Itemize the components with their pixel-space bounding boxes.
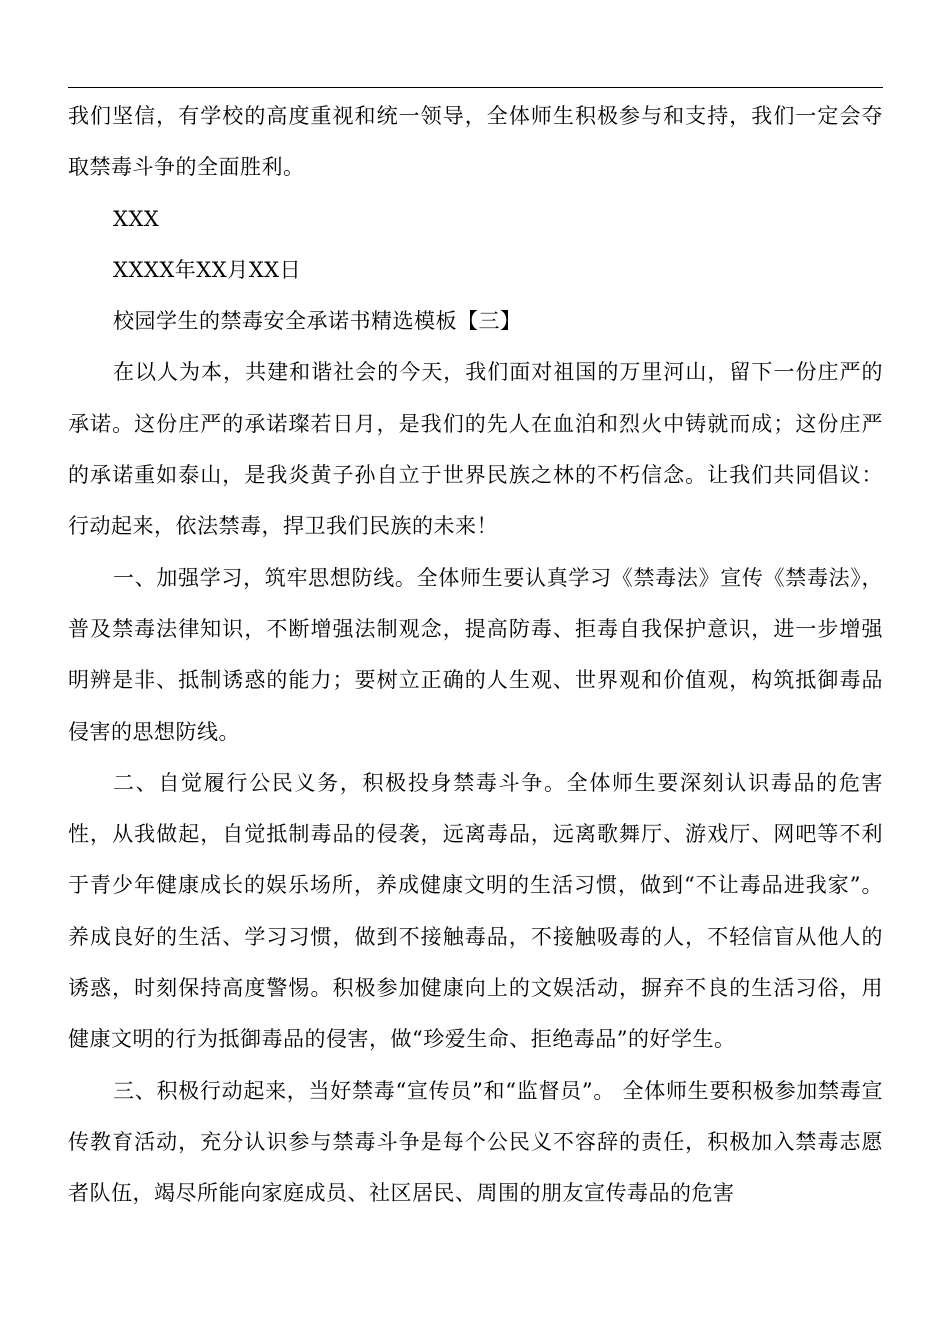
document-body [68,91,883,1220]
paragraph-point-two: 二、自觉履行公民义务，积极投身禁毒斗争。全体师生要深刻认识毒品的危害性，从我做起，自觉抵制毒品的侵袭，远离毒品，远离歌舞厅、游戏厅、网吧等不利于青少年健康成长的娱乐场所，养成健康文明的生活习惯，做到“不让毒品进我家”。养成良好的生活、学习习惯，做到不接触毒品，不接触吸毒的人，不轻信盲从他人的诱惑，时刻保持高度警惕。积极参加健康向上的文娱活动，摒弃不良的生活习俗，用健康文明的行为抵御毒品的侵害，做“珍爱生命、拒绝毒品”的好学生。 [68,770,883,1052]
paragraph-point-one: 一、加强学习，筑牢思想防线。全体师生要认真学习《禁毒法》宣传《禁毒法》，普及禁毒法律知识，不断增强法制观念，提高防毒、拒毒自我保护意识，进一步增强明辨是非、抵制诱惑的能力；要树立正确的人生观、世界观和价值观，构筑抵御毒品侵害的思想防线。 [68,565,883,744]
paragraph-closing: 我们坚信，有学校的高度重视和统一领导，全体师生积极参与和支持，我们一定会夺取禁毒斗争的全面胜利。 [68,104,883,180]
signature-date: XXXX年XX月XX日 [113,257,302,282]
signature-name: XXX [113,206,160,231]
section-title: 校园学生的禁毒安全承诺书精选模板【三】 [113,309,522,334]
paragraph-intro: 在以人为本，共建和谐社会的今天，我们面对祖国的万里河山，留下一份庄严的承诺。这份庄严的承诺璨若日月，是我们的先人在血泊和烈火中铸就而成；这份庄严的承诺重如泰山，是我炎黄子孙自立于世界民族之林的不朽信念。让我们共同倡议：行动起来，依法禁毒，捍卫我们民族的未来！ [68,360,883,539]
header-divider [68,87,883,88]
paragraph-point-three: 三、积极行动起来，当好禁毒“宣传员”和“监督员”。 全体师生要积极参加禁毒宣传教育活动，充分认识参与禁毒斗争是每个公民义不容辞的责任，积极加入禁毒志愿者队伍，竭尽所能向家庭成员、社区居民、周围的朋友宣传毒品的危害 [68,1078,883,1206]
